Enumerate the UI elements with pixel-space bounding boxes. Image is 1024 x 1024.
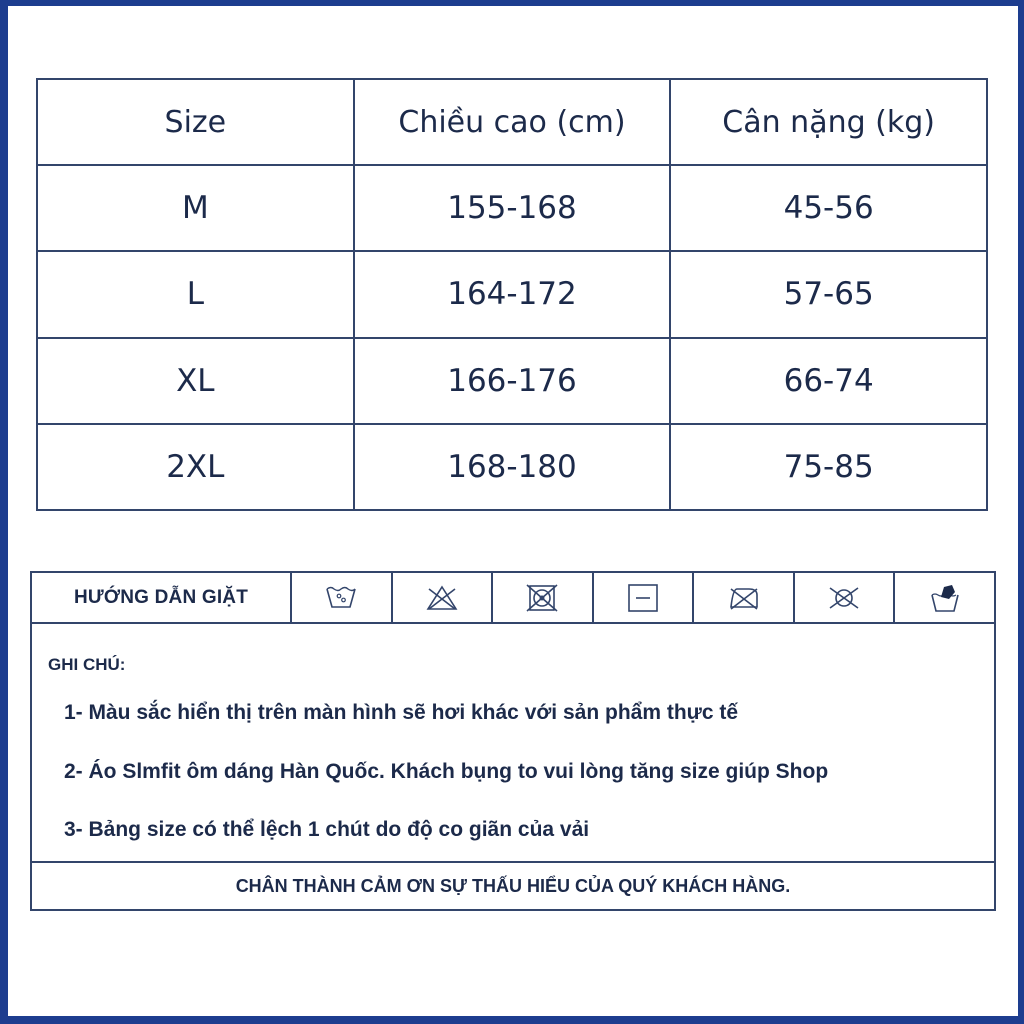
cell-weight: 66-74 bbox=[670, 338, 987, 424]
care-instructions-box bbox=[30, 571, 996, 911]
wash-30-icon bbox=[324, 583, 358, 613]
cell-height: 168-180 bbox=[354, 424, 671, 510]
cell-size: 2XL bbox=[37, 424, 354, 510]
care-cell bbox=[493, 573, 594, 622]
note-item: 1- Màu sắc hiển thị trên màn hình sẽ hơi khác với sản phẩm thực tế bbox=[64, 701, 739, 724]
no-bleach-icon bbox=[425, 583, 459, 613]
care-cell bbox=[292, 573, 393, 622]
note-item: 2- Áo Slmfit ôm dáng Hàn Quốc. Khách bụng to vui lòng tăng size giúp Shop bbox=[64, 760, 829, 783]
cell-height: 164-172 bbox=[354, 251, 671, 337]
header-height: Chiều cao (cm) bbox=[354, 79, 671, 165]
care-cell bbox=[694, 573, 795, 622]
cell-weight: 57-65 bbox=[670, 251, 987, 337]
note-item: 3- Bảng size có thể lệch 1 chút do độ co giãn của vải bbox=[64, 818, 590, 841]
cell-size: L bbox=[37, 251, 354, 337]
table-row bbox=[37, 424, 987, 510]
cell-height: 166-176 bbox=[354, 338, 671, 424]
header-weight: Cân nặng (kg) bbox=[670, 79, 987, 165]
care-title: HƯỚNG DẪN GIẶT bbox=[32, 573, 292, 622]
care-cell bbox=[795, 573, 896, 622]
care-cell bbox=[594, 573, 695, 622]
care-cell bbox=[895, 573, 994, 622]
no-iron-icon bbox=[727, 583, 761, 613]
dry-flat-icon bbox=[626, 583, 660, 613]
care-symbols-row bbox=[32, 573, 994, 624]
cell-weight: 75-85 bbox=[670, 424, 987, 510]
thank-you-message: CHÂN THÀNH CẢM ƠN SỰ THẤU HIỂU CỦA QUÝ KHÁCH HÀNG. bbox=[235, 875, 791, 896]
size-chart-table bbox=[36, 78, 988, 511]
header-size: Size bbox=[37, 79, 354, 165]
cell-weight: 45-56 bbox=[670, 165, 987, 251]
notes-label: GHI CHÚ: bbox=[48, 655, 126, 674]
cell-height: 155-168 bbox=[354, 165, 671, 251]
table-row bbox=[37, 338, 987, 424]
hand-wash-icon bbox=[928, 583, 962, 613]
cell-size: M bbox=[37, 165, 354, 251]
table-row bbox=[37, 165, 987, 251]
table-header-row bbox=[37, 79, 987, 165]
cell-size: XL bbox=[37, 338, 354, 424]
table-row bbox=[37, 251, 987, 337]
care-cell bbox=[393, 573, 494, 622]
no-dry-clean-icon bbox=[827, 583, 861, 613]
no-tumble-dry-icon bbox=[525, 583, 559, 613]
